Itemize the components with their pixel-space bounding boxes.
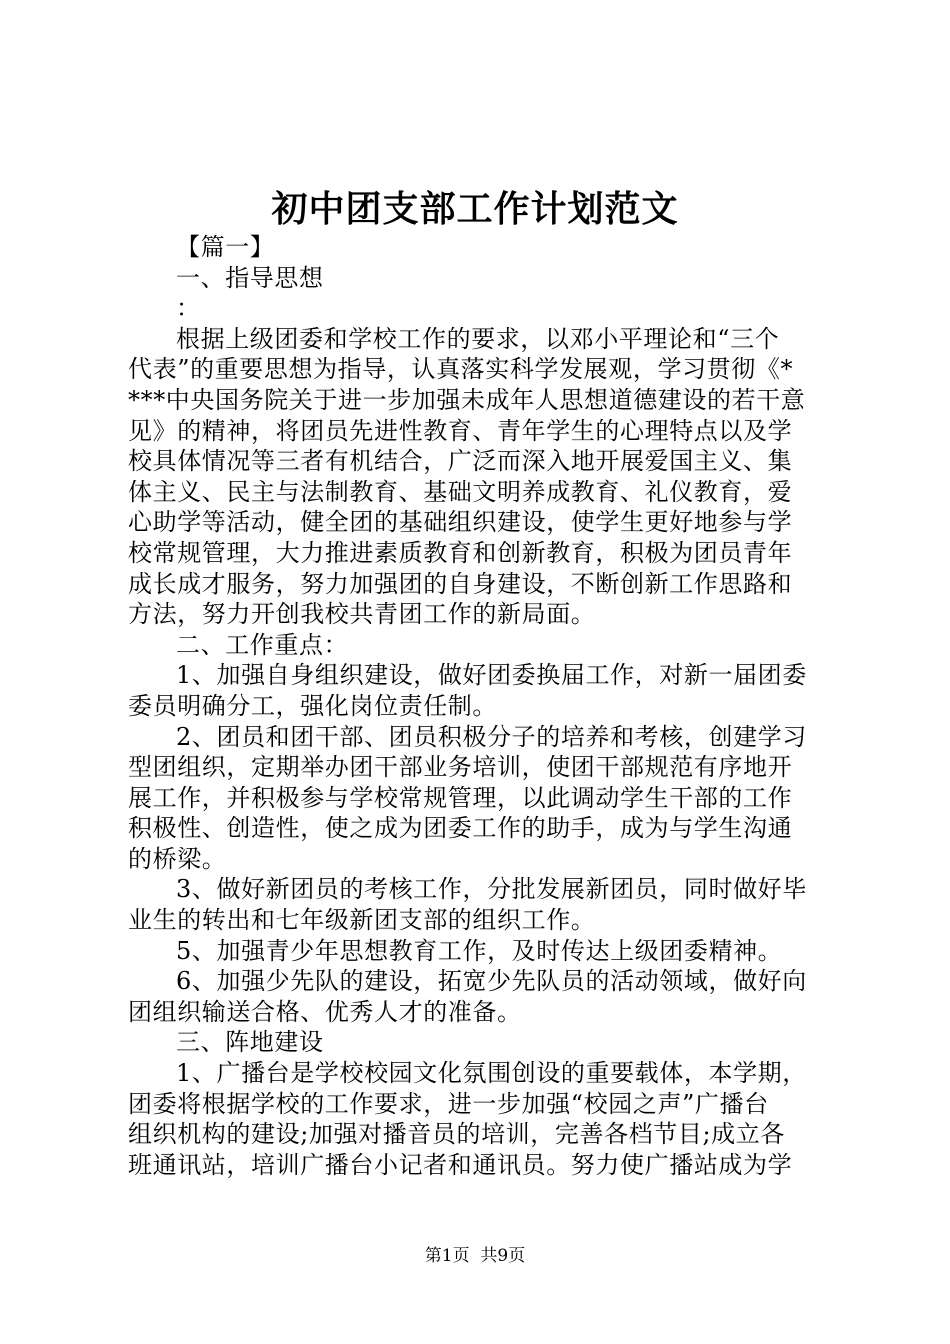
body-text-line: 3、做好新团员的考核工作，分批发展新团员，同时做好毕 bbox=[176, 875, 807, 904]
body-text-line: 2、团员和团干部、团员积极分子的培养和考核，创建学习 bbox=[176, 722, 807, 751]
body-text-line: 型团组织，定期举办团干部业务培训，使团干部规范有序地开 bbox=[128, 753, 793, 782]
body-text-line: 5、加强青少年思想教育工作，及时传达上级团委精神。 bbox=[176, 936, 783, 965]
body-text-line: 委员明确分工，强化岗位责任制。 bbox=[128, 691, 497, 720]
body-text-line: 一、指导思想 bbox=[176, 263, 324, 292]
body-text-line: 三、阵地建设 bbox=[176, 1028, 324, 1057]
body-text-line: 心助学等活动，健全团的基础组织建设，使学生更好地参与学 bbox=[128, 508, 793, 537]
body-text-line: 二、工作重点： bbox=[176, 630, 349, 659]
body-text-line: 根据上级团委和学校工作的要求，以邓小平理论和“三个 bbox=[176, 324, 780, 353]
body-text-line: 的桥梁。 bbox=[128, 844, 227, 873]
body-text-line: ***中央国务院关于进一步加强未成年人思想道德建设的若干意 bbox=[128, 385, 806, 414]
body-text-line: 代表”的重要思想为指导，认真落实科学发展观，学习贯彻《* bbox=[128, 355, 794, 384]
body-text-line: 6、加强少先队的建设，拓宽少先队员的活动领域，做好向 bbox=[176, 967, 807, 996]
body-text-line: 1、广播台是学校校园文化氛围创设的重要载体，本学期， bbox=[176, 1059, 807, 1088]
body-text-line: 成长成才服务，努力加强团的自身建设，不断创新工作思路和 bbox=[128, 569, 793, 598]
page-footer bbox=[0, 1244, 950, 1268]
body-text-line: ： bbox=[176, 294, 201, 323]
body-text-line: 1、加强自身组织建设，做好团委换届工作，对新一届团委 bbox=[176, 661, 807, 690]
body-text-line: 组织机构的建设;加强对播音员的培训，完善各档节目;成立各 bbox=[128, 1120, 785, 1149]
body-text-line: 团委将根据学校的工作要求，进一步加强“校园之声”广播台 bbox=[128, 1089, 769, 1118]
page-number-label: 第1页 共9页 bbox=[424, 1246, 526, 1266]
body-text-line: 业生的转出和七年级新团支部的组织工作。 bbox=[128, 906, 596, 935]
document-title: 初中团支部工作计划范文 bbox=[271, 188, 679, 230]
body-text-line: 校具体情况等三者有机结合，广泛而深入地开展爱国主义、集 bbox=[128, 447, 793, 476]
body-text-line: 团组织输送合格、优秀人才的准备。 bbox=[128, 997, 522, 1026]
body-text-line: 校常规管理，大力推进素质教育和创新教育，积极为团员青年 bbox=[128, 538, 793, 567]
document-body bbox=[128, 232, 828, 1180]
body-text-line: 见》的精神，将团员先进性教育、青年学生的心理特点以及学 bbox=[128, 416, 793, 445]
body-text-line: 方法，努力开创我校共青团工作的新局面。 bbox=[128, 600, 596, 629]
body-text-line: 积极性、创造性，使之成为团委工作的助手，成为与学生沟通 bbox=[128, 814, 793, 843]
body-text-line: 体主义、民主与法制教育、基础文明养成教育、礼仪教育，爱 bbox=[128, 477, 793, 506]
body-text-line: 【篇一】 bbox=[176, 233, 275, 261]
body-text-line: 班通讯站，培训广播台小记者和通讯员。努力使广播站成为学 bbox=[128, 1150, 793, 1179]
body-text-line: 展工作，并积极参与学校常规管理，以此调动学生干部的工作 bbox=[128, 783, 793, 812]
